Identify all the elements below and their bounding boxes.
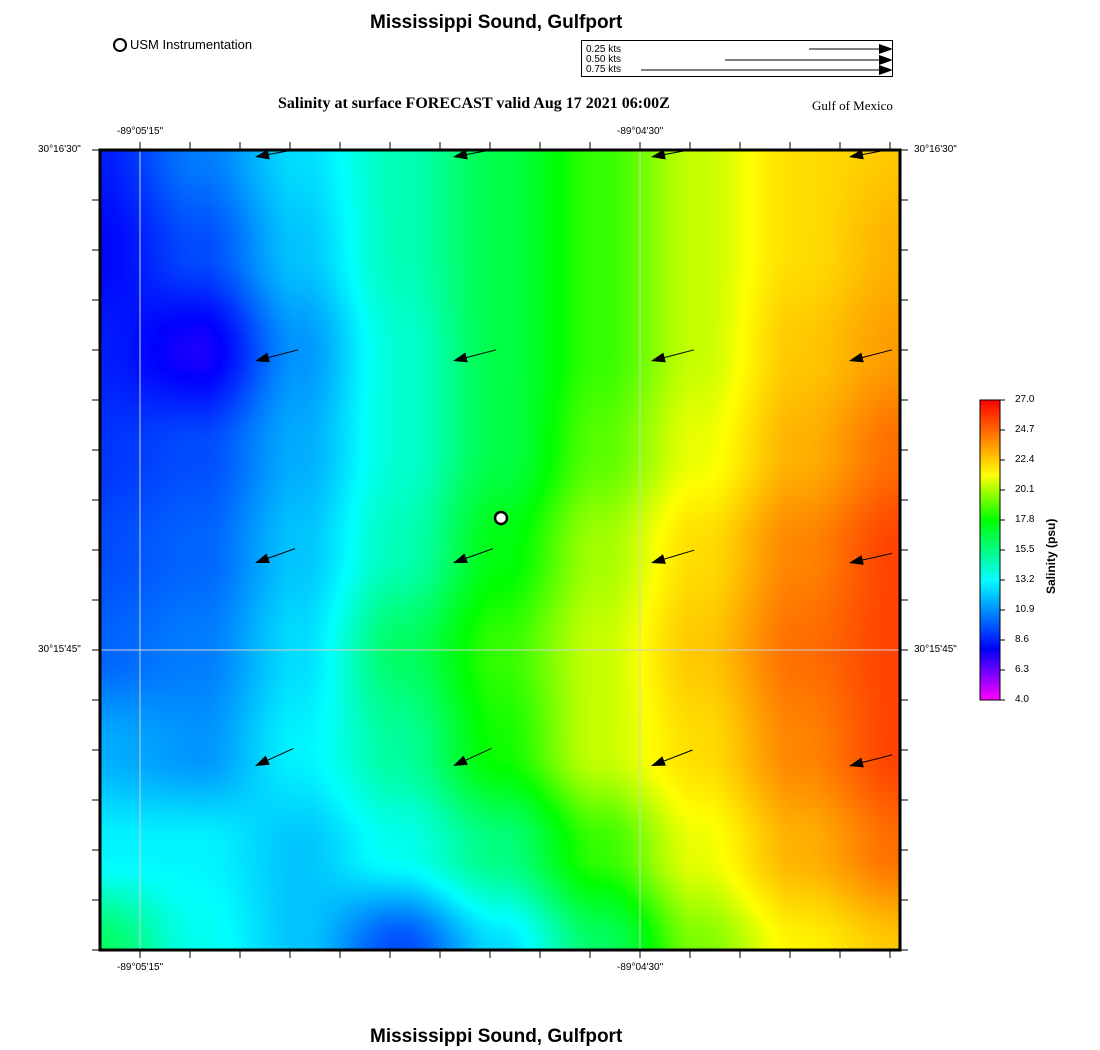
footer-title: Mississippi Sound, Gulfport	[370, 1026, 623, 1047]
map-title: Mississippi Sound, Gulfport	[370, 12, 623, 33]
station-marker[interactable]	[495, 512, 507, 524]
vector-head	[879, 44, 893, 54]
vector-shaft	[863, 553, 893, 560]
vector-head	[255, 756, 270, 766]
speed-scale-arrow	[641, 65, 893, 75]
colorbar-tick-label: 13.2	[1015, 574, 1035, 585]
current-vector-arrow	[255, 549, 295, 563]
vector-head	[849, 758, 864, 768]
map-frame	[100, 150, 900, 950]
colorbar-tick-label: 6.3	[1015, 664, 1029, 675]
vector-shaft	[466, 549, 493, 559]
vector-shaft	[467, 350, 497, 358]
lat-tick-label-right-2: 30°15'45"	[914, 644, 957, 655]
vector-head	[879, 65, 893, 75]
current-vector-arrow	[651, 750, 693, 766]
lat-tick-label-right-1: 30°16'30"	[914, 144, 957, 155]
vector-head	[849, 555, 864, 565]
lat-tick-label-left-1: 30°16'30"	[38, 144, 81, 155]
lon-tick-label-top-2: -89°04'30"	[617, 126, 664, 137]
speed-scale-label-1: 0.25 kts	[586, 44, 622, 55]
vector-head	[453, 353, 468, 363]
vector-shaft	[269, 350, 299, 358]
region-label: Gulf of Mexico	[812, 98, 893, 113]
vector-shaft	[466, 748, 492, 760]
vector-head	[651, 756, 666, 766]
colorbar-tick-label: 24.7	[1015, 424, 1035, 435]
speed-scale-arrows	[641, 44, 893, 75]
vector-head	[651, 353, 666, 363]
colorbar-tick-label: 15.5	[1015, 544, 1035, 555]
vector-shaft	[665, 350, 695, 358]
vector-head	[255, 554, 270, 563]
current-vector-arrow	[453, 748, 491, 766]
current-vector-arrow	[453, 549, 493, 563]
current-vector-arrow	[651, 550, 694, 564]
colorbar-tick-label: 17.8	[1015, 514, 1035, 525]
vector-shaft	[268, 549, 295, 559]
vector-shaft	[268, 748, 294, 760]
current-vector-arrow	[849, 350, 892, 363]
speed-scale-label-3: 0.75 kts	[586, 64, 622, 75]
vector-shaft	[863, 350, 893, 358]
lon-tick-label-top-1: -89°05'15"	[117, 126, 164, 137]
vector-head	[255, 353, 270, 363]
vector-head	[453, 756, 468, 766]
vector-shaft	[664, 750, 693, 761]
current-vector-arrow	[849, 755, 892, 768]
lon-tick-label-bottom-2: -89°04'30"	[617, 962, 664, 973]
colorbar	[980, 400, 1000, 700]
colorbar-tick-label: 22.4	[1015, 454, 1035, 465]
colorbar-tick-label: 8.6	[1015, 634, 1029, 645]
vector-shaft	[863, 755, 893, 763]
lat-tick-label-left-2: 30°15'45"	[38, 644, 81, 655]
station-legend-label: USM Instrumentation	[130, 37, 253, 52]
current-vectors	[255, 149, 892, 767]
colorbar-tick-label: 10.9	[1015, 604, 1035, 615]
current-vector-arrow	[255, 350, 298, 363]
graticule	[100, 150, 900, 950]
current-vector-arrow	[651, 350, 694, 363]
vector-shaft	[664, 550, 694, 559]
current-vector-arrow	[453, 350, 496, 363]
colorbar-title: Salinity (psu)	[1044, 518, 1058, 594]
colorbar-tick-label: 4.0	[1015, 694, 1029, 705]
current-vector-arrow	[255, 748, 293, 766]
vector-head	[849, 353, 864, 363]
vector-head	[453, 554, 468, 563]
frame-ticks	[92, 142, 908, 958]
current-vector-arrow	[849, 553, 892, 564]
map-subtitle: Salinity at surface FORECAST valid Aug 17 2021 06:00Z	[278, 95, 670, 112]
vector-head	[651, 554, 666, 564]
colorbar-tick-label: 27.0	[1015, 394, 1035, 405]
speed-scale-arrow	[809, 44, 893, 54]
lon-tick-label-bottom-1: -89°05'15"	[117, 962, 164, 973]
speed-scale-label-2: 0.50 kts	[586, 54, 622, 65]
colorbar-tick-label: 20.1	[1015, 484, 1035, 495]
vector-head	[879, 55, 893, 65]
colorbar-ticks	[1000, 400, 1005, 700]
speed-scale-arrow	[725, 55, 893, 65]
